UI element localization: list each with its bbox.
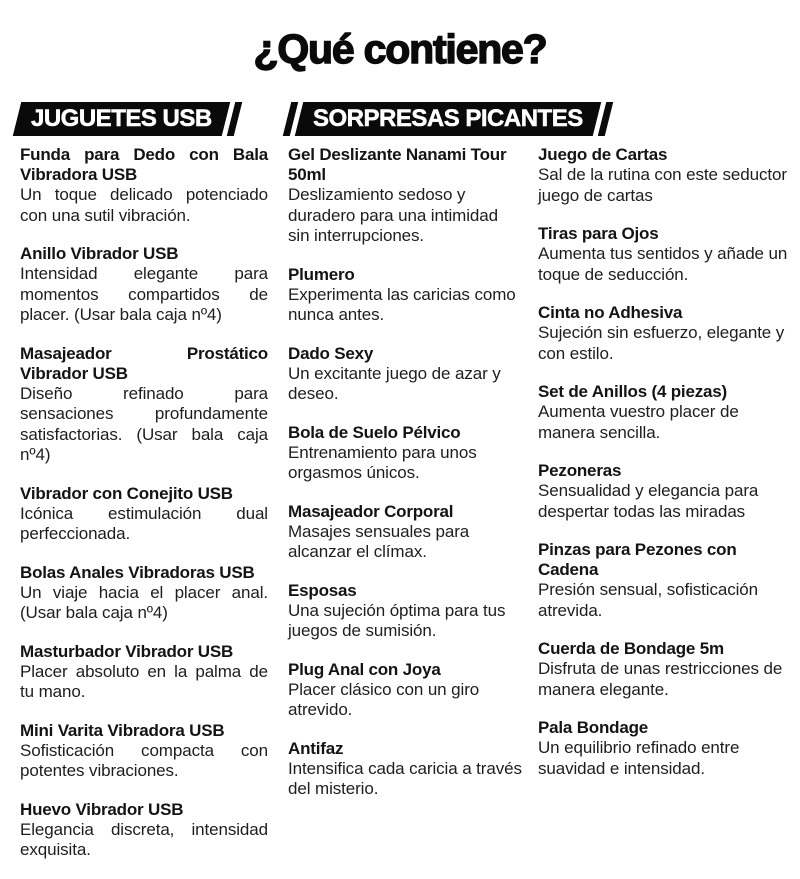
product-item: [288, 344, 523, 405]
banner-label: JUGUETES USB: [31, 105, 212, 132]
banner-shape: [13, 102, 230, 136]
product-name: Vibrador con Conejito USB: [20, 483, 233, 503]
banner-shape: [295, 102, 601, 136]
product-item: [288, 660, 523, 721]
product-name: Cinta no Adhesiva: [538, 303, 683, 322]
product-item: [538, 382, 790, 443]
product-name: Pala Bondage: [538, 718, 649, 737]
product-item: [538, 303, 790, 364]
product-description: Un excitante juego de azar y deseo.: [288, 363, 501, 403]
product-name: Pezoneras: [538, 461, 622, 480]
product-description: Experimenta las caricias como nunca antes.: [288, 284, 516, 324]
product-name: Esposas: [288, 580, 357, 600]
product-item: [20, 800, 268, 861]
product-description: Sensualidad y elegancia para despertar todas las miradas: [538, 481, 759, 521]
product-description: Masajes sensuales para alcanzar el clímax.: [288, 521, 470, 561]
product-description: Una sujeción óptima para tus juegos de sumisión.: [288, 600, 506, 640]
product-name: Huevo Vibrador USB: [20, 799, 184, 819]
product-description: Aumenta vuestro placer de manera sencilla.: [538, 402, 739, 442]
product-name: Bolas Anales Vibradoras USB: [20, 562, 255, 582]
product-name: Dado Sexy: [288, 343, 374, 363]
product-item: [20, 563, 268, 624]
product-name: Set de Anillos (4 piezas): [538, 382, 727, 401]
product-description: Sujeción sin esfuerzo, elegante y con estilo.: [538, 323, 785, 363]
product-name: Tiras para Ojos: [538, 224, 659, 243]
product-item: [20, 721, 268, 782]
page-title: ¿Qué contiene?: [253, 26, 547, 72]
column-sorpresas-1: [288, 145, 523, 879]
product-description: Placer absoluto en la palma de tu mano.: [20, 661, 268, 701]
product-description: Presión sensual, sofisticación atrevida.: [538, 580, 759, 620]
product-description: Sal de la rutina con este seductor juego de cartas: [538, 165, 787, 205]
product-item: [538, 540, 790, 621]
product-description: Entrenamiento para unos orgasmos únicos.: [288, 442, 477, 482]
product-description: Sofisticación compacta con potentes vibraciones.: [20, 740, 268, 780]
product-description: Placer clásico con un giro atrevido.: [288, 679, 480, 719]
column-juguetes-usb: [20, 145, 268, 879]
product-description: Aumenta tus sentidos y añade un toque de seducción.: [538, 244, 788, 284]
product-name: Pinzas para Pezones con Cadena: [538, 540, 737, 579]
product-name: Gel Deslizante Nanami Tour 50ml: [288, 145, 507, 184]
product-name: Antifaz: [288, 738, 344, 758]
product-name: Bola de Suelo Pélvico: [288, 422, 461, 442]
product-name: Masajeador Corporal: [288, 501, 454, 521]
product-item: [538, 461, 790, 522]
content-columns: [0, 145, 800, 879]
product-item: [538, 639, 790, 700]
product-description: Un equilibrio refinado entre suavidad e intensidad.: [538, 738, 740, 778]
product-name: Masajeador Prostático Vibrador USB: [20, 343, 268, 383]
product-name: Cuerda de Bondage 5m: [538, 639, 724, 658]
product-item: [288, 739, 523, 800]
banner-slash-decoration: [226, 102, 241, 136]
banner-juguetes-usb: [17, 102, 238, 136]
product-item: [538, 718, 790, 779]
product-description: Intensidad elegante para momentos compartidos de placer. (Usar bala caja nº4): [20, 264, 268, 324]
product-description: Un viaje hacia el placer anal. (Usar bala caja nº4): [20, 582, 268, 622]
banner-slash-decoration: [597, 102, 612, 136]
product-description: Deslizamiento sedoso y duradero para una intimidad sin interrupciones.: [288, 185, 498, 245]
product-description: Disfruta de unas restricciones de manera elegante.: [538, 659, 783, 699]
product-item: [288, 581, 523, 642]
product-item: [20, 642, 268, 703]
banner-sorpresas-picantes: [287, 102, 609, 136]
product-item: [538, 145, 790, 206]
product-item: [288, 423, 523, 484]
column-sorpresas-2: [538, 145, 790, 879]
product-description: Intensifica cada caricia a través del misterio.: [288, 758, 522, 798]
product-name: Funda para Dedo con Bala Vibradora USB: [20, 145, 268, 184]
product-item: [20, 145, 268, 226]
product-item: [288, 145, 523, 247]
product-description: Diseño refinado para sensaciones profundamente satisfactorias. (Usar bala caja nº4): [20, 383, 268, 464]
product-item: [538, 224, 790, 285]
product-item: [20, 344, 268, 466]
product-name: Anillo Vibrador USB: [20, 244, 179, 263]
section-banner-row: [0, 102, 800, 136]
product-item: [288, 265, 523, 326]
product-name: Masturbador Vibrador USB: [20, 641, 234, 661]
banner-label: SORPRESAS PICANTES: [313, 105, 583, 132]
product-description: Un toque delicado potenciado con una sutil vibración.: [20, 185, 268, 225]
product-name: Mini Varita Vibradora USB: [20, 720, 225, 740]
product-item: [20, 484, 268, 545]
product-item: [288, 502, 523, 563]
product-name: Plug Anal con Joya: [288, 659, 441, 679]
product-name: Plumero: [288, 264, 355, 284]
product-description: Elegancia discreta, intensidad exquisita.: [20, 819, 268, 859]
product-description: Icónica estimulación dual perfeccionada.: [20, 503, 268, 543]
product-name: Juego de Cartas: [538, 145, 668, 164]
product-item: [20, 244, 268, 326]
